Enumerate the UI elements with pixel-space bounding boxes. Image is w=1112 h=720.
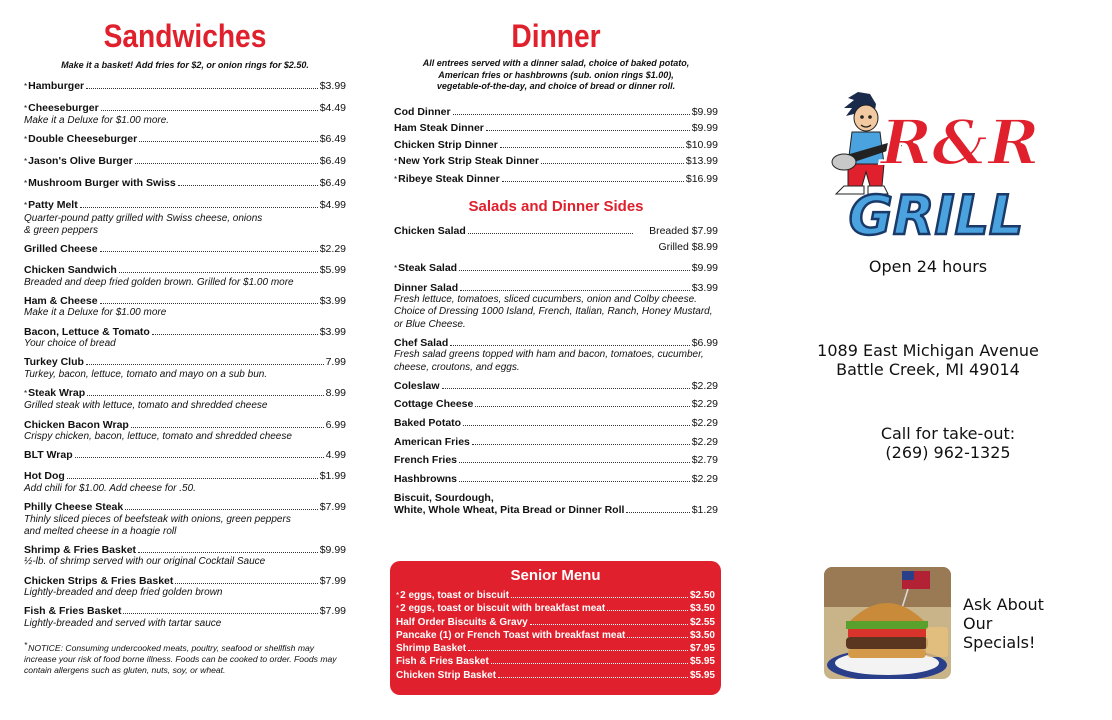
item-name: Pancake (1) or French Toast with breakfast meat [396, 629, 626, 641]
dot-leader [530, 624, 688, 625]
menu-item-ham-steak-dinner [394, 122, 718, 135]
item-name: Coleslaw [394, 379, 440, 392]
item-price: $9.99 [691, 122, 718, 134]
menu-item-chicken-bacon-wrap [24, 419, 346, 444]
item-price: $7.95 [689, 643, 715, 655]
dot-leader [131, 427, 324, 428]
menu-item-bacon-lettuce-tomato [24, 326, 346, 351]
star-marker: * [24, 179, 28, 189]
sandwiches-note: Make it a basket! Add fries for $2, or onion rings for $2.50. [61, 60, 309, 70]
item-name: Mushroom Burger with Swiss [28, 177, 176, 190]
food-notice [24, 640, 346, 676]
item-price: 7.99 [325, 356, 346, 369]
item-name: Fish & Fries Basket [24, 605, 122, 618]
item-description: Breaded and deep fried golden brown. Grilled for $1.00 more [24, 276, 294, 288]
dot-leader [541, 163, 684, 164]
logo-grill-text: GRILL [848, 184, 1024, 246]
dot-leader [607, 610, 688, 611]
item-price: $10.99 [685, 138, 718, 151]
menu-item-american-fries [394, 436, 718, 449]
takeout-phone[interactable]: (269) 962-1325 [885, 443, 1011, 462]
menu-item-double-cheeseburger [24, 133, 346, 147]
dot-leader [450, 345, 689, 346]
specials-line2: Our [963, 614, 993, 633]
item-price: $3.99 [319, 325, 346, 338]
takeout [830, 424, 1066, 462]
item-name: Ribeye Steak Dinner [398, 172, 500, 185]
senior-menu-list [396, 589, 715, 682]
menu-item-coleslaw [394, 380, 718, 393]
item-name: Shrimp Basket [396, 643, 467, 655]
star-marker: * [24, 157, 28, 167]
dot-leader [100, 251, 318, 252]
item-name: Chef Salad [394, 336, 449, 349]
item-name: Ham Steak Dinner [394, 122, 484, 134]
item-price: $3.99 [319, 294, 346, 307]
address [810, 341, 1046, 379]
item-price-grilled: Grilled $8.99 [658, 240, 718, 253]
dot-leader [175, 583, 317, 584]
menu-item-chicken-strips-fries-basket [24, 575, 346, 600]
dot-leader [87, 395, 323, 396]
sandwiches-section [24, 0, 346, 676]
item-name: Half Order Biscuits & Gravy [396, 616, 528, 628]
item-name: Chicken Salad [394, 225, 466, 237]
item-price: $2.29 [319, 243, 346, 256]
item-description: Make it a Deluxe for $1.00 more [24, 307, 167, 319]
item-price: $16.99 [685, 172, 718, 185]
item-name: Chicken Strip Dinner [394, 138, 498, 151]
item-name: Chicken Bacon Wrap [24, 418, 129, 431]
sandwiches-title: Sandwiches [103, 18, 267, 54]
menu-item-cheeseburger [24, 102, 346, 128]
item-description: Thinly sliced pieces of beefsteak with onions, green peppers and melted cheese in a hoagie roll [24, 513, 291, 537]
dot-leader [498, 677, 688, 678]
item-name: Chicken Strips & Fries Basket [24, 574, 174, 587]
item-price: $2.29 [691, 417, 718, 430]
dot-leader [468, 233, 633, 234]
address-line1: 1089 East Michigan Avenue [817, 341, 1039, 360]
item-price: $9.99 [691, 105, 718, 118]
salads-title: Salads and Dinner Sides [468, 198, 644, 215]
item-price: $6.49 [319, 133, 346, 146]
menu-item-ham-cheese [24, 295, 346, 320]
item-name: Grilled Cheese [24, 243, 98, 256]
menu-item-chicken-strip-dinner [394, 139, 718, 152]
item-description: Lightly-breaded and deep fried golden brown [24, 587, 223, 599]
bread-line1: Biscuit, Sourdough, [394, 491, 494, 504]
dot-leader [491, 663, 688, 664]
dot-leader [459, 481, 690, 482]
star-marker: * [24, 388, 28, 398]
notice-text: NOTICE: Consuming undercooked meats, poultry, seafood or shellfish may increase your risk of food borne illness. Foods can be cooked to order. Foods may contain allergens such as gluten, nuts, soy, or wheat. [24, 643, 337, 676]
dot-leader [75, 457, 324, 458]
dot-leader [80, 207, 318, 208]
dot-leader [67, 478, 318, 479]
item-name: Hamburger [28, 79, 85, 92]
sandwiches-list [24, 80, 346, 631]
item-name: Ham & Cheese [24, 294, 98, 307]
hours-text: Open 24 hours [868, 257, 988, 276]
senior-menu-box [390, 561, 721, 695]
item-name: BLT Wrap [24, 449, 73, 462]
menu-item-chicken-strip-basket [396, 669, 715, 682]
specials-line1: Ask About [963, 595, 1044, 614]
dot-leader [86, 88, 318, 89]
menu-item-half-order-biscuits-gravy [396, 616, 715, 629]
item-price: $5.95 [689, 669, 715, 681]
item-price: $3.50 [689, 603, 715, 615]
specials-line3: Specials! [963, 633, 1036, 652]
dot-leader [459, 462, 690, 463]
dot-leader [468, 650, 688, 651]
item-description: Fresh lettuce, tomatoes, sliced cucumbers, onion and Colby cheese. Choice of Dressing 1000 Island, French, Italian, Ranch, Honey Mustard, or Blue Cheese. [394, 294, 713, 330]
dot-leader [486, 130, 690, 131]
dot-leader [463, 425, 690, 426]
star-marker: * [396, 604, 400, 614]
menu-item-shrimp-fries-basket [24, 544, 346, 569]
dot-leader [500, 147, 684, 148]
item-price: $2.29 [691, 379, 718, 392]
item-price: $6.99 [691, 336, 718, 349]
menu-item-dinner-salad [394, 282, 718, 331]
dot-leader [475, 406, 689, 407]
menu-item-jason-s-olive-burger [24, 155, 346, 169]
menu-item-shrimp-basket [396, 642, 715, 655]
salads-items [394, 262, 718, 486]
item-name: Hot Dog [24, 470, 65, 483]
menu-item-steak-salad [394, 262, 718, 276]
item-price: $5.99 [319, 264, 346, 277]
item-name: Hashbrowns [394, 473, 458, 486]
info-section [810, 0, 1112, 720]
dot-leader [100, 303, 318, 304]
star-marker: * [24, 103, 28, 113]
item-description: Turkey, bacon, lettuce, tomato and mayo on a sub bun. [24, 368, 268, 380]
item-price: $4.49 [319, 101, 346, 114]
dot-leader [101, 110, 318, 111]
item-price: $5.95 [689, 656, 715, 668]
item-description: Grilled steak with lettuce, tomato and shredded cheese [24, 400, 268, 412]
item-price: $7.99 [319, 605, 346, 618]
item-name: Chicken Strip Basket [396, 669, 497, 681]
item-price: 8.99 [325, 386, 346, 399]
item-description: Lightly-breaded and served with tartar sauce [24, 617, 222, 629]
item-price: $3.50 [689, 629, 715, 641]
star-marker: * [394, 264, 398, 273]
menu-item-fish-fries-basket [24, 605, 346, 630]
dot-leader [178, 185, 318, 186]
senior-menu-title: Senior Menu [510, 567, 601, 584]
item-name: Philly Cheese Steak [24, 501, 124, 514]
star-marker: * [24, 135, 28, 145]
dot-leader [123, 613, 317, 614]
menu-item-cottage-cheese [394, 398, 718, 411]
menu-item-pancake-1-or-french-toast-with-breakfast-meat [396, 629, 715, 642]
item-description: Crispy chicken, bacon, lettuce, tomato and shredded cheese [24, 431, 292, 443]
item-name: Fish & Fries Basket [396, 656, 489, 668]
menu-item-2-eggs-toast-or-biscuit-with-breakfast-meat [396, 602, 715, 615]
item-price: $3.99 [691, 281, 718, 294]
item-price: $1.99 [319, 470, 346, 483]
dot-leader [459, 270, 690, 271]
item-name: 2 eggs, toast or biscuit [400, 590, 510, 601]
dot-leader [502, 181, 684, 182]
dot-leader [152, 334, 318, 335]
menu-item-fish-fries-basket [396, 655, 715, 668]
menu-item-steak-wrap [24, 387, 346, 413]
dot-leader [119, 272, 318, 273]
item-price: $7.99 [319, 501, 346, 514]
item-name: 2 eggs, toast or biscuit with breakfast meat [400, 603, 606, 615]
menu-item-philly-cheese-steak [24, 501, 346, 538]
bread-price: $1.29 [691, 504, 718, 517]
menu-item-new-york-strip-steak-dinner [394, 155, 718, 169]
item-name: Double Cheeseburger [28, 133, 138, 146]
takeout-label: Call for take-out: [880, 424, 1016, 443]
menu-item-hamburger [24, 80, 346, 94]
item-description: Fresh salad greens topped with ham and bacon, tomatoes, cucumber, cheese, croutons, and eggs. [394, 349, 704, 373]
item-name: Steak Wrap [28, 386, 86, 399]
item-price: $2.29 [691, 398, 718, 411]
item-name: New York Strip Steak Dinner [398, 155, 539, 167]
item-name: Dinner Salad [394, 281, 459, 294]
item-price: 4.99 [325, 449, 346, 462]
dot-leader [453, 114, 690, 115]
item-name: Bacon, Lettuce & Tomato [24, 325, 150, 338]
menu-item-hot-dog [24, 470, 346, 495]
dot-leader [139, 141, 317, 142]
star-marker: * [394, 174, 398, 184]
dot-leader [511, 597, 688, 598]
menu-item-baked-potato [394, 417, 718, 430]
dot-leader [442, 388, 690, 389]
burger-photo [824, 567, 951, 679]
menu-item-french-fries [394, 454, 718, 467]
dot-leader [125, 509, 318, 510]
item-price: $4.99 [319, 199, 346, 212]
menu-item-patty-melt [24, 199, 346, 237]
item-name: French Fries [394, 454, 458, 467]
dot-leader [627, 637, 688, 638]
logo-rr-text: R&R [880, 106, 1040, 179]
item-name: Cheeseburger [28, 101, 99, 114]
item-name: American Fries [394, 435, 470, 448]
bread-line2: White, Whole Wheat, Pita Bread or Dinner Roll [394, 504, 625, 517]
menu-item-cod-dinner [394, 106, 718, 119]
star-marker: * [396, 591, 400, 600]
dot-leader [460, 290, 690, 291]
item-price: $9.99 [319, 543, 346, 556]
item-name: Shrimp & Fries Basket [24, 543, 137, 556]
item-name: Turkey Club [24, 356, 84, 369]
item-name: Jason's Olive Burger [28, 155, 133, 168]
dinner-section [394, 0, 718, 517]
item-name: Steak Salad [398, 262, 458, 274]
item-price: $13.99 [685, 155, 718, 167]
item-description: ½-lb. of shrimp served with our original Cocktail Sauce [24, 556, 266, 568]
star-marker: * [394, 157, 398, 166]
menu-item-mushroom-burger-with-swiss [24, 177, 346, 191]
star-marker: * [24, 201, 28, 211]
item-description: Quarter-pound patty grilled with Swiss cheese, onions & green peppers [24, 212, 263, 236]
item-price: $2.29 [691, 435, 718, 448]
item-name: Cod Dinner [394, 105, 451, 118]
item-price: $9.99 [691, 262, 718, 274]
item-price: $6.49 [319, 155, 346, 168]
address-line2: Battle Creek, MI 49014 [836, 360, 1020, 379]
menu-item-blt-wrap [24, 449, 346, 462]
item-price: $7.99 [319, 574, 346, 587]
menu-item-grilled-cheese [24, 243, 346, 256]
menu-item-chicken-sandwich [24, 264, 346, 289]
notice-star: * [24, 641, 28, 651]
item-price: $2.29 [691, 473, 718, 486]
item-price: $6.49 [319, 177, 346, 190]
item-name: Patty Melt [28, 199, 78, 212]
specials-text [963, 595, 1044, 652]
item-description: Make it a Deluxe for $1.00 more. [24, 115, 170, 126]
star-marker: * [24, 81, 28, 91]
menu-item-2-eggs-toast-or-biscuit [396, 589, 715, 602]
item-price: $2.79 [691, 454, 718, 467]
menu-item-chicken-salad [394, 225, 718, 253]
menu-item-bread [394, 492, 718, 517]
dot-leader [138, 552, 318, 553]
item-price: $2.55 [689, 616, 715, 628]
menu-item-ribeye-steak-dinner [394, 173, 718, 187]
dot-leader [472, 444, 690, 445]
menu-item-hashbrowns [394, 473, 718, 486]
item-description: Add chili for $1.00. Add cheese for .50. [24, 482, 196, 494]
dinner-list [394, 106, 718, 187]
rr-grill-logo [818, 86, 1044, 246]
dinner-note: All entrees served with a dinner salad, choice of baked potato, American fries or hashbrowns (sub. onion rings $1.00), vegetable-of-the-day, and choice of bread or dinner roll. [422, 58, 690, 91]
item-price: $2.50 [689, 590, 715, 601]
salads-list [394, 225, 718, 517]
item-price: $3.99 [319, 79, 346, 92]
item-price: 6.99 [325, 418, 346, 431]
item-name: Baked Potato [394, 417, 462, 430]
dot-leader [86, 364, 324, 365]
menu-item-chef-salad [394, 337, 718, 374]
item-price-breaded: Breaded $7.99 [649, 225, 718, 237]
dinner-title: Dinner [511, 18, 601, 54]
item-name: Chicken Sandwich [24, 264, 117, 277]
dot-leader [135, 163, 318, 164]
dot-leader [626, 512, 689, 513]
item-name: Cottage Cheese [394, 398, 474, 411]
item-description: Your choice of bread [24, 338, 116, 350]
menu-item-turkey-club [24, 356, 346, 381]
